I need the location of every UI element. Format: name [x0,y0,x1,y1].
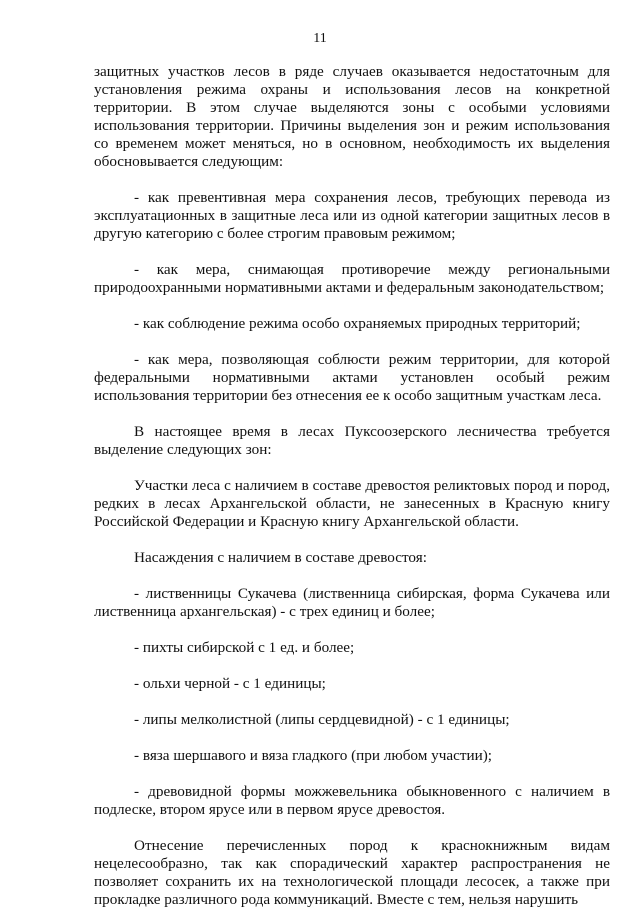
paragraph-relict-species: Участки леса с наличием в составе древостоя реликтовых пород и пород, редких в лесах Архангельской области, не занесенных в Красную книгу Российской Федерации и Красную книгу Архангельской области. [94,477,610,530]
paragraph-stands-composition: Насаждения с наличием в составе древостоя: [134,549,427,566]
list-item-juniper: - древовидной формы можжевельника обыкновенного с наличием в подлеске, втором ярусе или в первом ярусе древостоя. [94,783,610,818]
list-item-larch: - лиственницы Сукачева (лиственница сибирская, форма Сукачева или лиственница архангельская) - с трех единиц и более; [94,585,610,620]
list-item-alder: - ольхи черной - с 1 единицы; [134,675,326,692]
paragraph-required-zones: В настоящее время в лесах Пуксоозерского лесничества требуется выделение следующих зон: [94,423,610,458]
list-item-protected-territories: - как соблюдение режима особо охраняемых природных территорий; [134,315,581,332]
list-item-contradiction-measure: - как мера, снимающая противоречие между региональными природоохранными нормативными актами и федеральным законодательством; [94,261,610,296]
list-item-linden: - липы мелколистной (липы сердцевидной) - с 1 единицы; [134,711,510,728]
paragraph-red-book-conclusion: Отнесение перечисленных пород к краснокнижным видам нецелесообразно, так как спорадический характер распространения не позволяет сохранить их на технологической площади лесосек, а также при прокладке различного рода коммуникаций. Вместе с тем, нельзя нарушить [94,837,610,908]
paragraph-continuation: защитных участков лесов в ряде случаев оказывается недостаточным для установления режима охраны и использования лесов на конкретной территории. В этом случае выделяются зоны с особыми условиями использования территории. Причины выделения зон и режим использования со временем может меняться, но в основном, необходимость их выделения обосновывается следующим: [94,63,610,170]
page-number: 11 [313,31,327,46]
list-item-special-regime: - как мера, позволяющая соблюсти режим территории, для которой федеральными нормативными актами установлен особый режим использования территории без отнесения ее к особо защитным участкам леса. [94,351,610,404]
list-item-preventive-measure: - как превентивная мера сохранения лесов, требующих перевода из эксплуатационных в защитные леса или из одной категории защитных лесов в другую категорию с более строгим правовым режимом; [94,189,610,242]
list-item-elm: - вяза шершавого и вяза гладкого (при любом участии); [134,747,493,764]
list-item-fir: - пихты сибирской с 1 ед. и более; [134,639,355,656]
